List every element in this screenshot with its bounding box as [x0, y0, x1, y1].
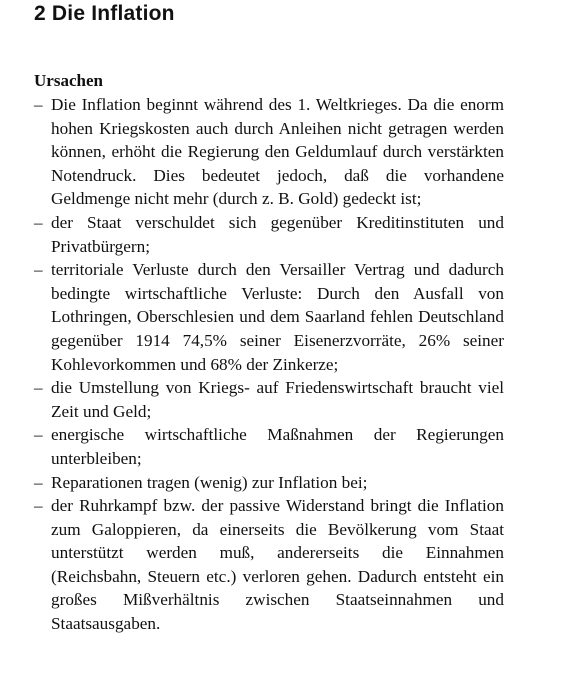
bullet-dash: – [34, 425, 43, 445]
bullet-dash: – [34, 472, 43, 492]
list-item [34, 93, 504, 211]
list-item-text: energische wirtschaftliche Maßnahmen der Regierungen unterbleiben; [51, 425, 504, 468]
list-item [34, 471, 504, 495]
list-item [34, 494, 504, 636]
bullet-dash: – [34, 378, 43, 398]
list-item [34, 376, 504, 423]
list-item-text: Reparationen tragen (wenig) zur Inflation bei; [51, 472, 368, 492]
bullet-dash: – [34, 496, 43, 516]
list-item-text: die Umstellung von Kriegs- auf Friedenswirtschaft braucht viel Zeit und Geld; [51, 378, 504, 421]
list-item [34, 258, 504, 376]
bullet-dash: – [34, 212, 43, 232]
section-heading: Ursachen [34, 71, 103, 90]
list-item [34, 211, 504, 258]
bullet-dash: – [34, 260, 43, 280]
bullet-dash: – [34, 95, 43, 114]
list-item-text: Die Inflation beginnt während des 1. Weltkrieges. Da die enorm hohen Kriegskosten auch durch Anleihen nicht getragen werden können, erhöht die Regierung den Geldumlauf durch verstärkten Notendruck. Dies bedeutet jedoch, daß die vorhandene Geldmenge nicht mehr (durch z. B. Gold) gedeckt ist; [51, 95, 504, 209]
list-item-text: der Staat verschuldet sich gegenüber Kreditinstituten und Privatbürgern; [51, 212, 504, 256]
list-item-text: der Ruhrkampf bzw. der passive Widerstand bringt die Inflation zum Galoppieren, da einerseits die Bevölkerung vom Staat unterstützt werden muß, andererseits die Einnahmen (Reichsbahn, Steuern etc.) verloren gehen. Dadurch entsteht ein großes Mißverhältnis zwischen Staatseinnahmen und Staatsausgaben. [51, 496, 504, 634]
causes-list [34, 93, 504, 636]
chapter-title: 2 Die Inflation [34, 2, 175, 25]
list-item-text: territoriale Verluste durch den Versailler Vertrag und dadurch bedingte wirtschaftliche Verluste: Durch den Ausfall von Lothringen, Oberschlesien und dem Saarland fehlen Deutschland gegenüber 1914 74,5% seiner Eisenerzvorräte, 26% seiner Kohlevorkommen und 68% der Zinkerze; [51, 260, 504, 374]
list-item [34, 423, 504, 470]
